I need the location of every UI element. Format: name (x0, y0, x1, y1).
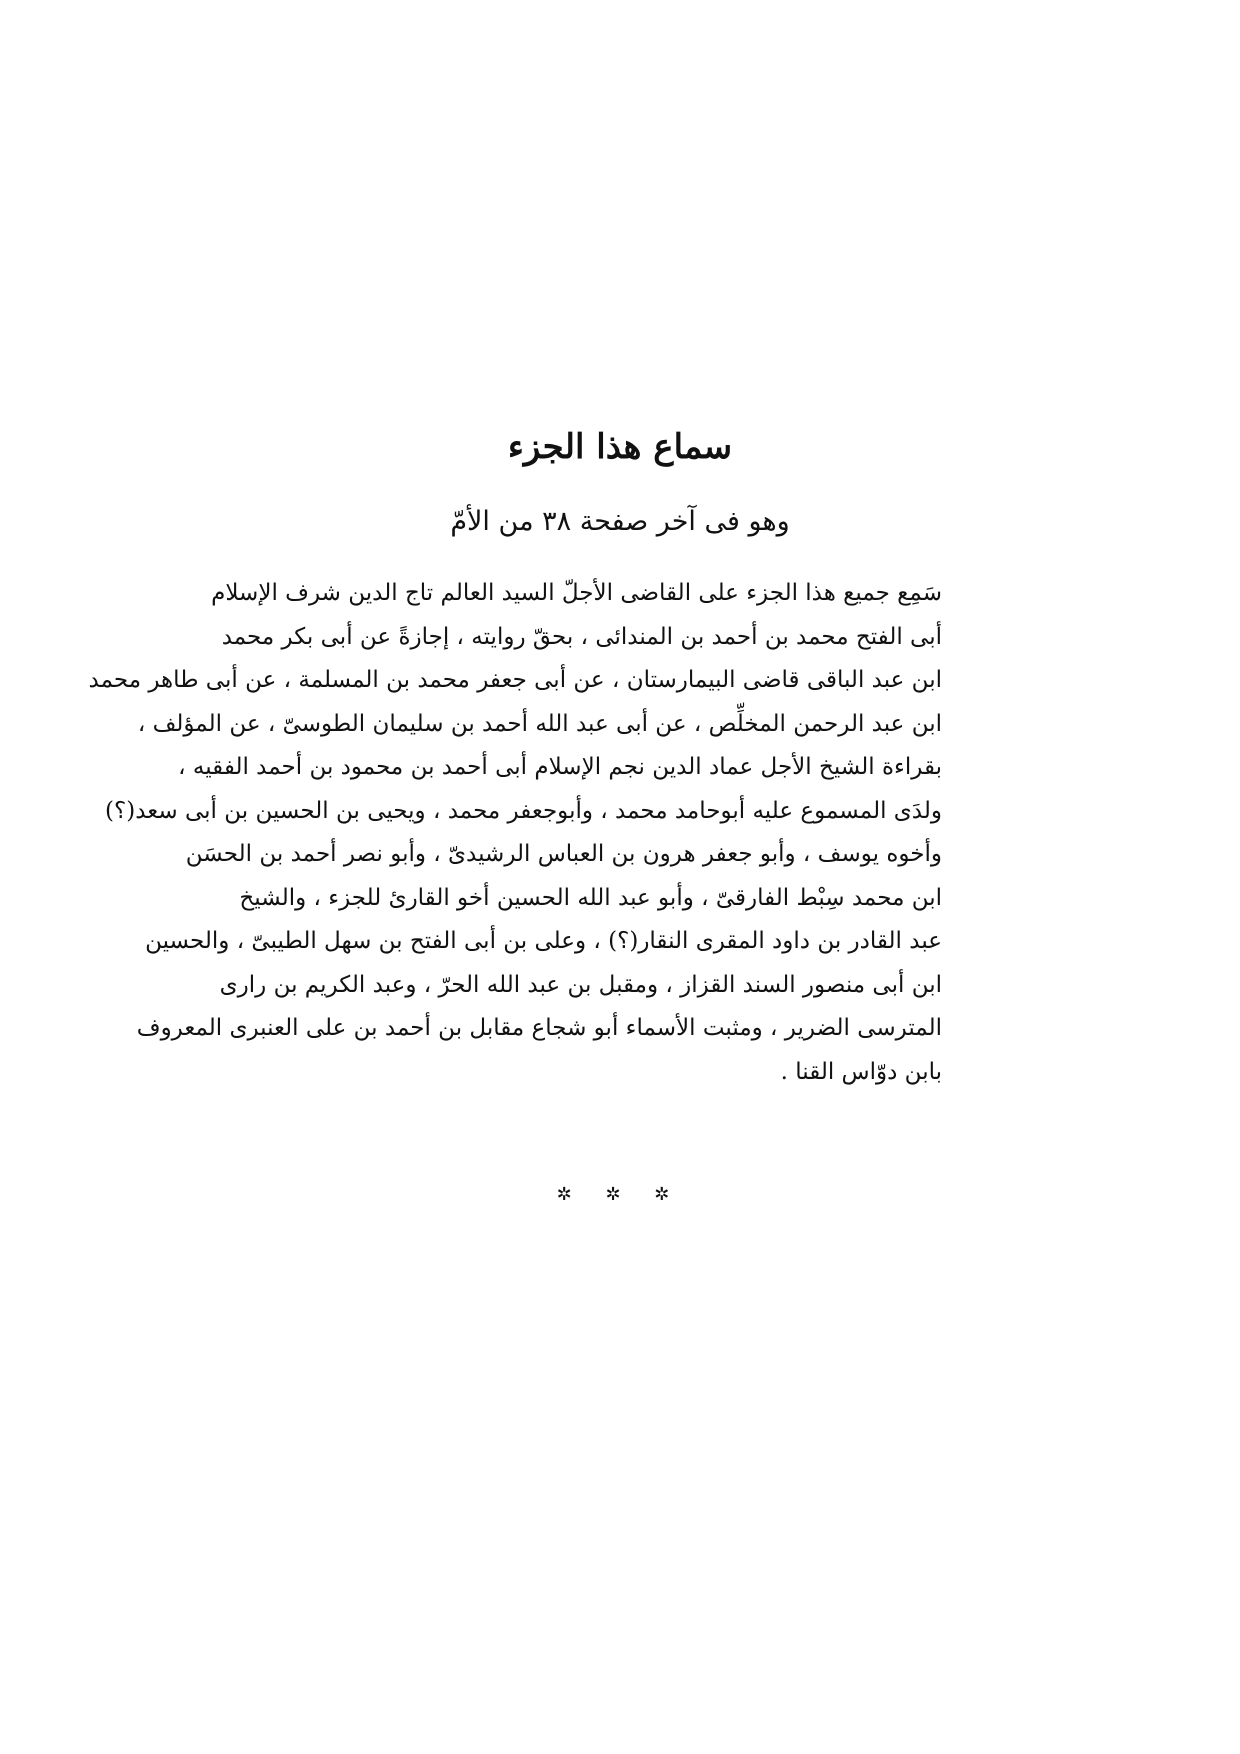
page-title: سماع هذا الجزء (507, 427, 733, 467)
section-ornament: ✲ ✲ ✲ (556, 1184, 684, 1205)
page-subtitle: وهو فى آخر صفحة ٣٨ من الأمّ (450, 506, 790, 537)
text-line: عبد القادر بن داود المقرى النقار(؟) ، وعلى بن أبى الفتح بن سهل الطيبىّ ، والحسين (145, 928, 942, 954)
text-line: وأخوه يوسف ، وأبو جعفر هرون بن العباس الرشيدىّ ، وأبو نصر أحمد بن الحسَن (185, 841, 942, 867)
text-line: ابن أبى منصور السند القزاز ، ومقبل بن عبد الله الحرّ ، وعبد الكريم بن رارى (219, 971, 942, 998)
text-line: سَمِع جميع هذا الجزء على القاضى الأجلّ السيد العالم تاج الدين شرف الإسلام (211, 580, 942, 606)
text-line: بقراءة الشيخ الأجل عماد الدين نجم الإسلام أبى أحمد بن محمود بن أحمد الفقيه ، (178, 754, 942, 780)
text-line: ابن عبد الباقى قاضى البيمارستان ، عن أبى جعفر محمد بن المسلمة ، عن أبى طاهر محمد (88, 667, 942, 693)
text-line: ابن محمد سِبْط الفارقىّ ، وأبو عبد الله الحسين أخو القارئ للجزء ، والشيخ (239, 884, 942, 911)
text-line: ابن عبد الرحمن المخلِّص ، عن أبى عبد الله أحمد بن سليمان الطوسىّ ، عن المؤلف ، (137, 710, 942, 737)
text-line: ولدَى المسموع عليه أبوحامد محمد ، وأبوجعفر محمد ، ويحيى بن الحسين بن أبى سعد(؟) (105, 797, 942, 824)
text-line: بابن دوّاس القنا . (780, 1058, 942, 1085)
body-paragraph (88, 572, 942, 1094)
text-line: المترسى الضرير ، ومثبت الأسماء أبو شجاع مقابل بن أحمد بن على العنبرى المعروف (136, 1015, 942, 1041)
text-line: أبى الفتح محمد بن أحمد بن المندائى ، بحقّ روايته ، إجازةً عن أبى بكر محمد (221, 623, 942, 650)
